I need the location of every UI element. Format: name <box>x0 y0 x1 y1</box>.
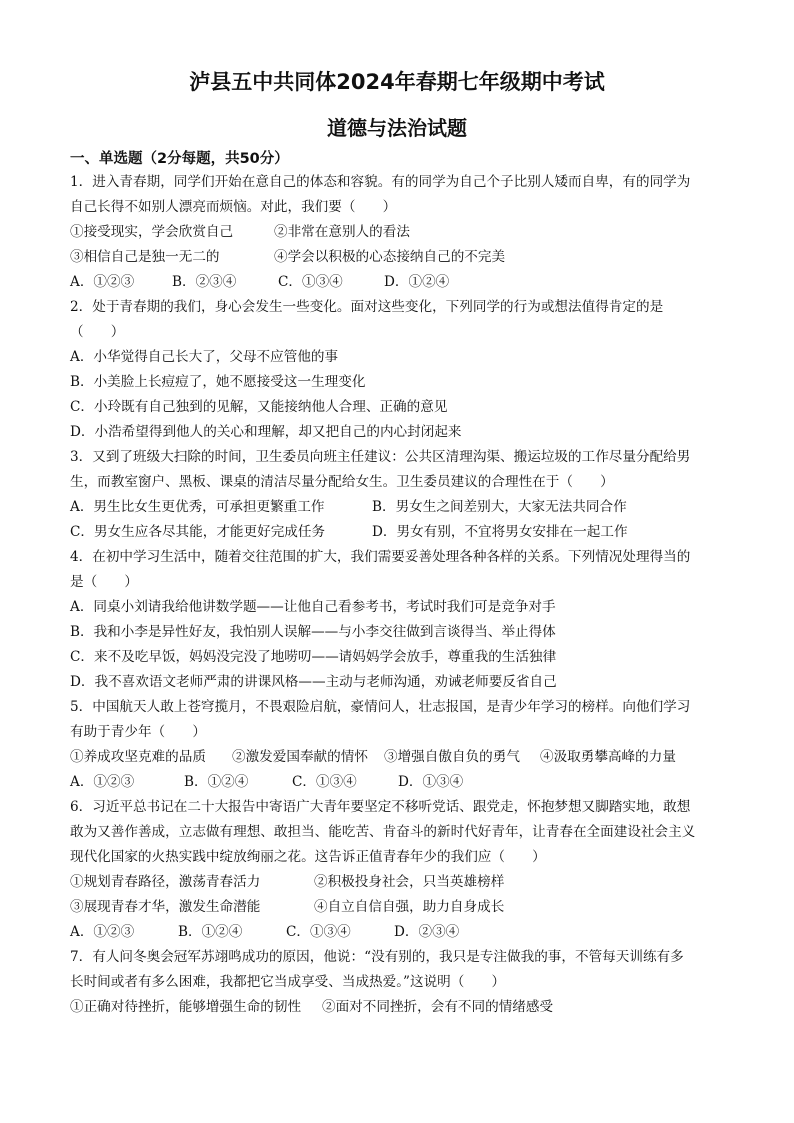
q1-option-a: A．①②③ <box>70 274 135 290</box>
q1-statement-2: ②非常在意别人的看法 <box>274 224 410 240</box>
q1-statement-3: ③相信自己是独一无二的 <box>70 249 220 265</box>
q6-option-c: C．①③④ <box>286 924 351 940</box>
q5-stem-line-1: 5．中国航天人敢上苍穹揽月，不畏艰险启航，豪情问人，壮志报国，是青少年学习的榜样。向他们学习 <box>70 699 691 715</box>
q1-statement-4: ④学会以积极的心态接纳自己的不完美 <box>274 249 506 265</box>
q4-option-a: A．同桌小刘请我给他讲数学题——让他自己看参考书，考试时我们可是竞争对手 <box>70 599 556 615</box>
q4-stem-line-1: 4．在初中学习生活中，随着交往范围的扩大，我们需要妥善处理各种各样的关系。下列情况处理得当的 <box>70 549 691 565</box>
q6-option-a: A．①②③ <box>70 924 135 940</box>
q2-option-b: B．小美脸上长痘痘了，她不愿接受这一生理变化 <box>70 374 366 390</box>
q6-statement-4: ④自立自信自强，助力自身成长 <box>314 899 505 915</box>
q5-option-d: D．①③④ <box>398 774 464 790</box>
q3-option-b: B．男女生之间差别大，大家无法共同合作 <box>372 499 627 515</box>
q5-option-c: C．①③④ <box>292 774 357 790</box>
q6-stem-line-3: 现代化国家的火热实践中绽放绚丽之花。这告诉正值青春年少的我们应（ ） <box>70 849 546 865</box>
q3-stem-line-1: 3．又到了班级大扫除的时间，卫生委员向班主任建议：公共区清理沟渠、搬运垃圾的工作尽量分配给男 <box>70 449 691 465</box>
q4-option-d: D．我不喜欢语文老师严肃的讲课风格——主动与老师沟通，劝诫老师要反省自己 <box>70 674 557 690</box>
q6-stem-line-1: 6．习近平总书记在二十大报告中寄语广大青年要坚定不移听党话、跟党走，怀抱梦想又脚踏实地，敢想 <box>70 799 691 815</box>
q1-option-b: B．②③④ <box>172 274 237 290</box>
section-heading: 一、单选题（2分每题，共50分） <box>70 151 289 167</box>
exam-title: 泸县五中共同体2024年春期七年级期中考试 <box>189 70 605 94</box>
q1-statement-1: ①接受现实，学会欣赏自己 <box>70 224 234 240</box>
exam-subtitle: 道德与法治试题 <box>327 116 467 140</box>
q5-statement-3: ③增强自傲自负的勇气 <box>384 749 520 765</box>
q5-option-a: A．①②③ <box>70 774 135 790</box>
q2-option-c: C．小玲既有自己独到的见解，又能接纳他人合理、正确的意见 <box>70 399 448 415</box>
q5-stem-line-2: 有助于青少年（ ） <box>70 724 206 740</box>
q6-statement-2: ②积极投身社会，只当英雄榜样 <box>314 874 505 890</box>
q3-option-d: D．男女有别，不宜将男女安排在一起工作 <box>372 524 628 540</box>
q4-option-c: C．来不及吃早饭，妈妈没完没了地唠叨——请妈妈学会放手，尊重我的生活独律 <box>70 649 557 665</box>
q3-option-a: A．男生比女生更优秀，可承担更繁重工作 <box>70 499 325 515</box>
q5-option-b: B．①②④ <box>184 774 249 790</box>
q1-option-c: C．①③④ <box>278 274 343 290</box>
q7-stem-line-2: 长时间或者有多么困难，我都把它当成享受、当成热爱。”这说明（ ） <box>70 974 506 990</box>
q2-stem-line-1: 2．处于青春期的我们，身心会发生一些变化。面对这些变化，下列同学的行为或想法值得肯定的是 <box>70 299 664 315</box>
q1-option-d: D．①②④ <box>384 274 450 290</box>
q7-statement-1: ①正确对待挫折，能够增强生命的韧性 <box>70 999 302 1015</box>
q3-option-c: C．男女生应各尽其能，才能更好完成任务 <box>70 524 326 540</box>
q7-stem-line-1: 7．有人问冬奥会冠军苏翊鸣成功的原因，他说：“没有别的，我只是专注做我的事，不管每天训练有多 <box>70 949 684 965</box>
q6-option-b: B．①②④ <box>178 924 243 940</box>
q5-statement-1: ①养成攻坚克难的品质 <box>70 749 206 765</box>
q5-statement-2: ②激发爱国奉献的情怀 <box>232 749 368 765</box>
q2-option-d: D．小浩希望得到他人的关心和理解，却又把自己的内心封闭起来 <box>70 424 462 440</box>
q1-stem-line-2: 自己长得不如别人漂亮而烦恼。对此，我们要（ ） <box>70 199 397 215</box>
q2-stem-line-2: （ ） <box>70 324 125 340</box>
q2-option-a: A．小华觉得自己长大了，父母不应管他的事 <box>70 349 339 365</box>
q4-option-b: B．我和小李是异性好友，我怕别人误解——与小李交往做到言谈得当、举止得体 <box>70 624 556 640</box>
q6-option-d: D．②③④ <box>394 924 460 940</box>
q6-statement-1: ①规划青春路径，激荡青春活力 <box>70 874 261 890</box>
q6-stem-line-2: 敢为又善作善成，立志做有理想、敢担当、能吃苦、肯奋斗的新时代好青年，让青春在全面建设社会主义 <box>70 824 696 840</box>
q6-statement-3: ③展现青春才华，激发生命潜能 <box>70 899 261 915</box>
q4-stem-line-2: 是（ ） <box>70 574 138 590</box>
q3-stem-line-2: 生，而教室窗户、黑板、课桌的清洁尽量分配给女生。卫生委员建议的合理性在于（ ） <box>70 474 614 490</box>
q5-statement-4: ④汲取勇攀高峰的力量 <box>540 749 676 765</box>
q7-statement-2: ②面对不同挫折，会有不同的情绪感受 <box>322 999 554 1015</box>
q1-stem-line-1: 1．进入青春期，同学们开始在意自己的体态和容貌。有的同学为自己个子比别人矮而自卑，有的同学为 <box>70 174 691 190</box>
